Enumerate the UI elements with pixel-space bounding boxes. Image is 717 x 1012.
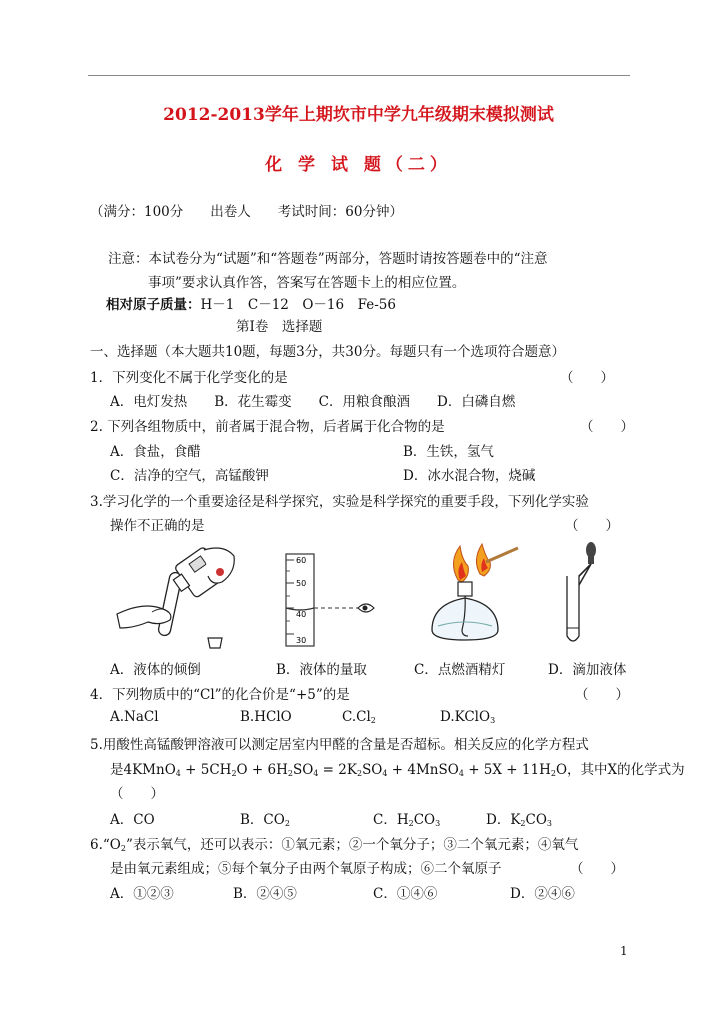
q4-bracket: （ ） — [575, 687, 629, 703]
q4-option-d: D.KClO$_3$ — [440, 709, 496, 725]
notice-line-1: 注意：本试卷分为“试题”和“答题卷”两部分，答题时请按答题卷中的“注意 — [108, 251, 548, 267]
q5-equation: 是4KMnO$_4$ + $5CH_2O + 6H_2SO_4 = 2K_2SO_4$ + 4MnSO$_4$ + $5X + 11H_2O$，其中X的化学式为 — [110, 762, 685, 778]
atomic-mass — [106, 293, 396, 313]
exam-subtitle: 化 学 试 题（二） — [265, 155, 452, 175]
q6-stem-1: $6.“O_2$”表示氧气，还可以表示：①氧元素；②一个氧分子；③二个氧元素；④氧气 — [90, 837, 579, 853]
cylinder-tick-50: 50 — [296, 579, 307, 588]
q6-bracket: （ ） — [570, 861, 624, 877]
q2-option-a: A．食盐，食醋 — [110, 444, 201, 460]
dropper-figure — [555, 540, 625, 652]
cylinder-tick-30: 30 — [296, 636, 307, 645]
q5-option-a: A．CO — [110, 812, 155, 828]
header-rule — [88, 75, 630, 76]
atomic-mass-label: 相对原子质量： — [106, 297, 201, 313]
q3-option-d: D．滴加液体 — [548, 662, 627, 678]
q6-option-b: B．②④⑤ — [233, 886, 297, 902]
alcohol-lamp-figure — [422, 540, 532, 652]
cylinder-tick-60: 60 — [296, 556, 307, 565]
q6-option-c: C．①④⑥ — [373, 886, 438, 902]
q5-option-b: B．$CO_2$ — [240, 812, 290, 828]
q5-option-c: C．$H_2CO_3$ — [373, 812, 441, 828]
q2-option-d: D．冰水混合物，烧碱 — [403, 468, 536, 484]
exam-title: 2012-2013学年上期坎市中学九年级期末模拟测试 — [163, 105, 554, 125]
q5-option-d: D．$K_2CO_3$ — [486, 812, 553, 828]
q6-option-d: D．②④⑥ — [510, 886, 575, 902]
q5-bracket: （ ） — [110, 786, 164, 802]
q1-bracket: （ ） — [560, 370, 614, 386]
section-title: 第Ⅰ卷 选择题 — [236, 319, 323, 335]
q3-option-c: C．点燃酒精灯 — [414, 662, 506, 678]
q4-option-a: A.NaCl — [110, 709, 159, 725]
pouring-liquid-figure — [112, 542, 242, 652]
atomic-mass-values: H－1 C－12 O－16 Fe-56 — [200, 297, 396, 313]
q6-option-a: A．①②③ — [110, 886, 174, 902]
q1-options: A．电灯发热 B．花生霉变 C．用粮食酿酒 D．白磷自燃 — [110, 394, 516, 410]
q2-stem: 2. 下列各组物质中，前者属于混合物，后者属于化合物的是 — [90, 419, 445, 435]
part-heading: 一、选择题（本大题共10题，每题3分，共30分。每题只有一个选项符合题意） — [90, 344, 565, 360]
q2-option-b: B．生铁，氢气 — [403, 444, 494, 460]
q5-stem: 5.用酸性高锰酸钾溶液可以测定居室内甲醛的含量是否超标。相关反应的化学方程式 — [90, 737, 589, 753]
cylinder-tick-40: 40 — [296, 610, 307, 619]
q3-bracket: （ ） — [565, 518, 619, 534]
q4-option-b: B.HClO — [240, 709, 292, 725]
q1-stem: 1．下列变化不属于化学变化的是 — [90, 370, 288, 386]
q3-option-a: A．液体的倾倒 — [110, 662, 201, 678]
q3-stem-2: 操作不正确的是 — [110, 518, 205, 534]
q2-bracket: （ ） — [580, 419, 634, 435]
q4-option-c: $C.Cl_2$ — [342, 709, 376, 725]
graduated-cylinder-figure — [262, 548, 382, 652]
page-number: 1 — [620, 944, 628, 958]
q3-option-b: B．液体的量取 — [276, 662, 367, 678]
exam-info: （满分：100分 出卷人 考试时间：60分钟） — [90, 204, 403, 220]
q3-stem-1: 3.学习化学的一个重要途径是科学探究，实验是科学探究的重要手段，下列化学实验 — [90, 494, 589, 510]
q4-stem: 4．下列物质中的“Cl”的化合价是“+5”的是 — [90, 687, 350, 703]
notice-line-2: 事项”要求认真作答，答案写在答题卡上的相应位置。 — [148, 275, 466, 291]
q2-option-c: C．洁净的空气，高锰酸钾 — [110, 468, 269, 484]
q6-stem-2: 是由氧元素组成；⑤每个氧分子由两个氧原子构成；⑥二个氧原子 — [110, 861, 502, 877]
